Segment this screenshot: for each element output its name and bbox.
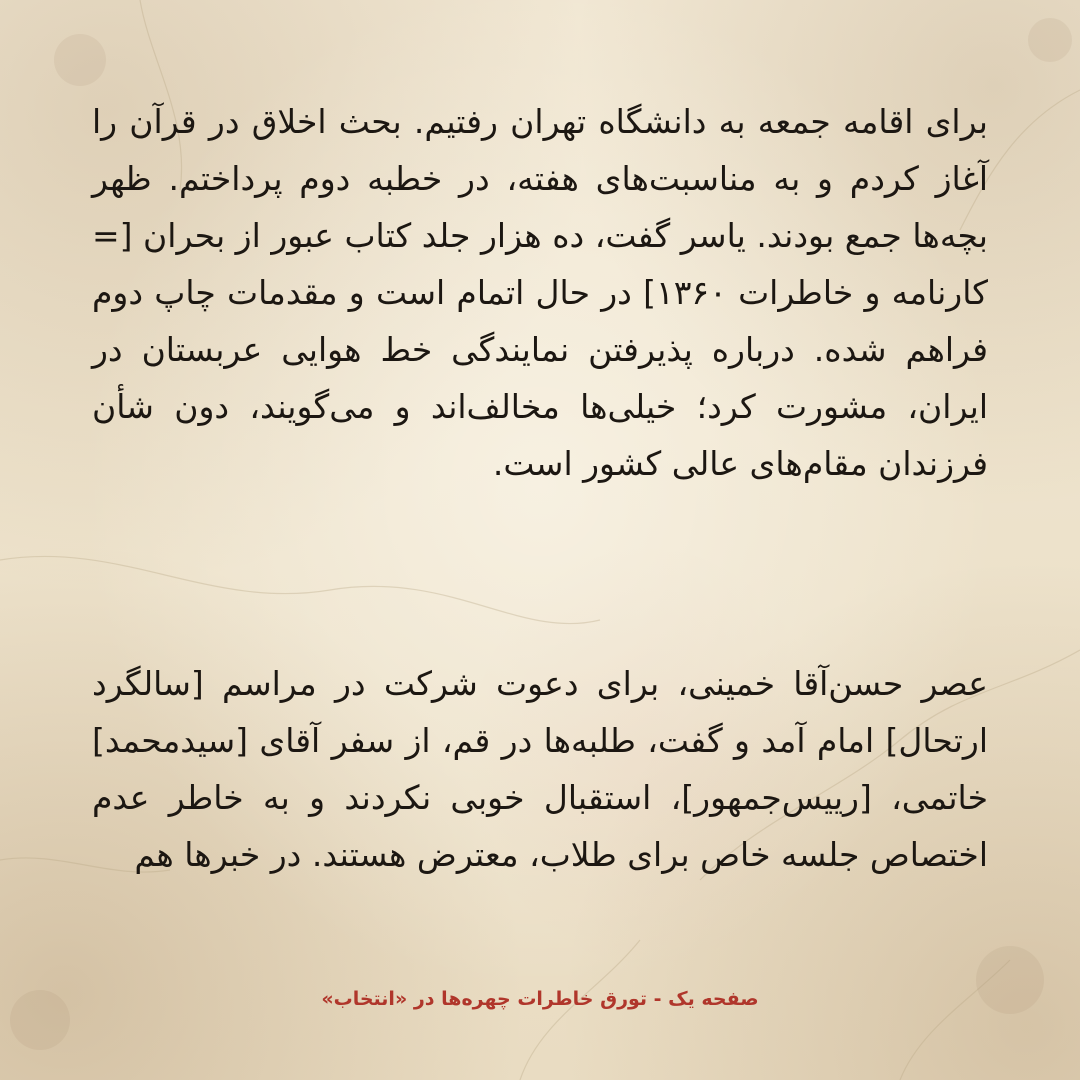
memoir-paragraph-1: برای اقامه جمعه به دانشگاه تهران رفتیم. بحث اخلاق در قرآن را آغاز کردم و به مناسبت‌های هفته، در خطبه دوم پرداختم. ظهر بچه‌ها جمع بودند. یاسر گفت، ده هزار جلد کتاب عبور از بحران [= کارنامه و خاطرات ۱۳۶۰] در حال اتمام است و مقدمات چاپ دوم فراهم شده. درباره پذیرفتن نمایندگی خط هوایی عربستان در ایران، مشورت کرد؛ خیلی‌ها مخالف‌اند و می‌گویند، دون شأن فرزندان مقام‌های عالی کشور است. [92, 102, 988, 483]
page-footer-caption: صفحه یک - تورق خاطرات چهره‌ها در «انتخاب» [321, 988, 759, 1010]
memoir-paragraph-2: عصر حسن‌آقا خمینی، برای دعوت شرکت در مراسم [سالگرد ارتحال] امام آمد و گفت، طلبه‌ها در قم، از سفر آقای [سیدمحمد] خاتمی، [رییس‌جمهور]، استقبال خوبی نکردند و به خاطر عدم اختصاص جلسه خاص برای طلاب، معترض هستند. در خبرها هم [92, 664, 988, 874]
